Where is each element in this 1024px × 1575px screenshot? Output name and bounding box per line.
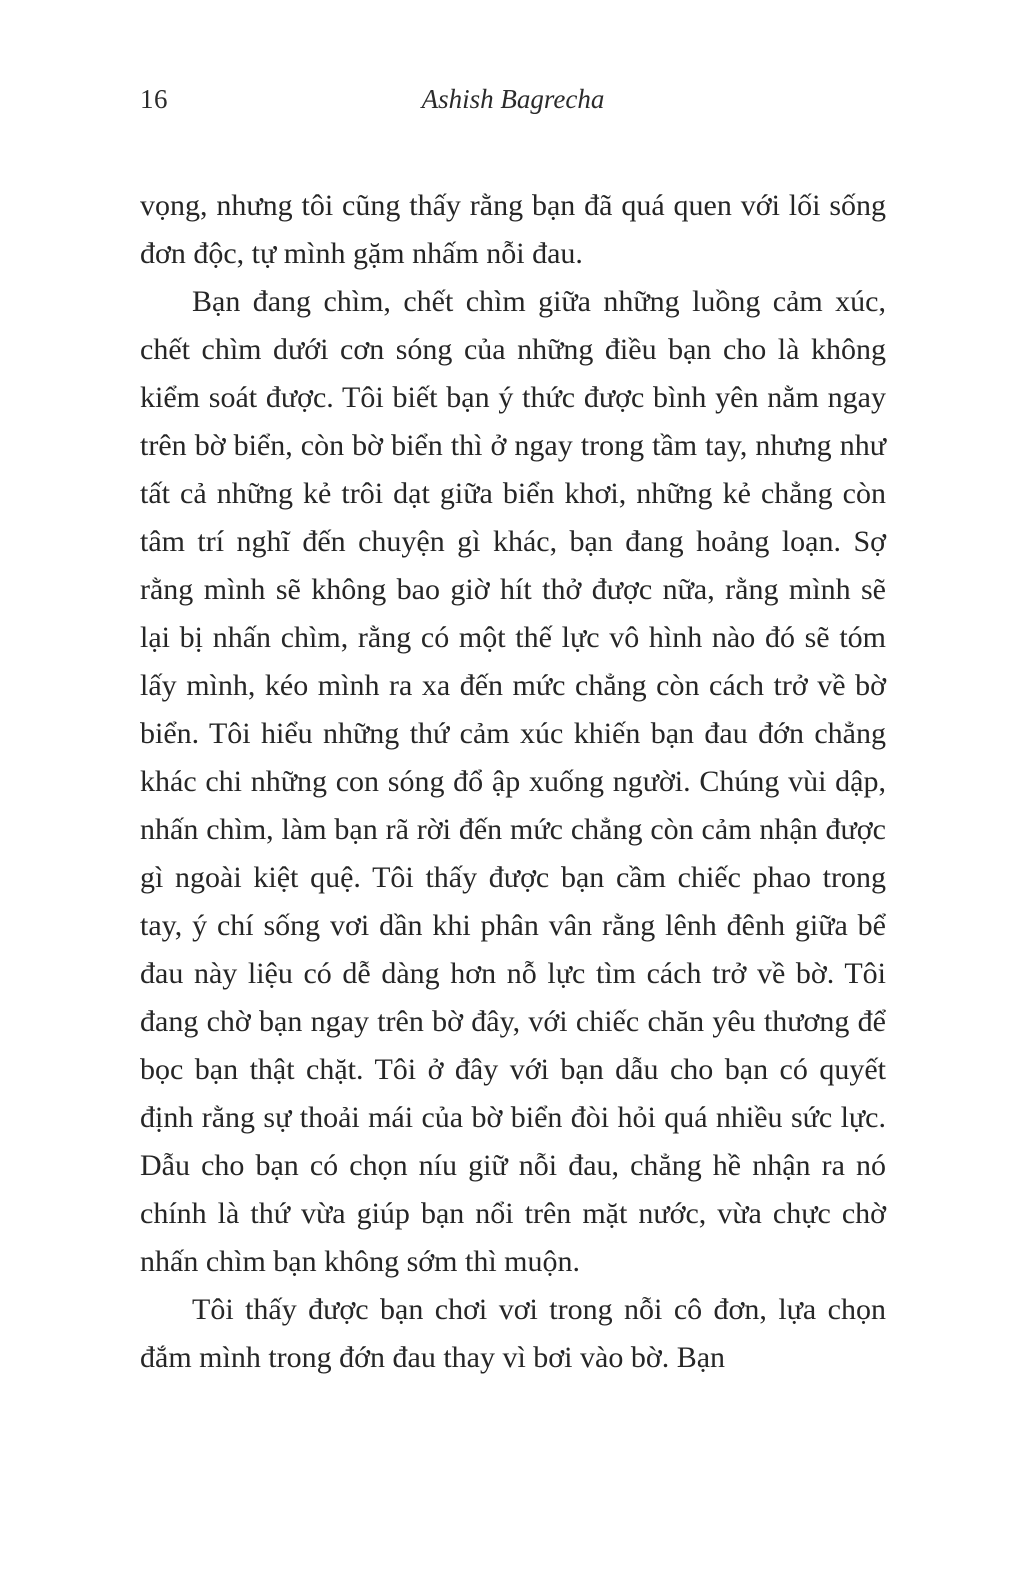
page-number: 16 <box>140 84 168 114</box>
paragraph: vọng, nhưng tôi cũng thấy rằng bạn đã quá quen với lối sống đơn độc, tự mình gặm nhấm nỗi đau. <box>140 189 886 270</box>
paragraph: Bạn đang chìm, chết chìm giữa những luồng cảm xúc, chết chìm dưới cơn sóng của những điều bạn cho là không kiểm soát được. Tôi biết bạn ý thức được bình yên nằm ngay trên bờ biển, còn bờ biển thì ở ngay trong tầm tay, nhưng như tất cả những kẻ trôi dạt giữa biển khơi, những kẻ chẳng còn tâm trí nghĩ đến chuyện gì khác, bạn đang hoảng loạn. Sợ rằng mình sẽ không bao giờ hít thở được nữa, rằng mình sẽ lại bị nhấn chìm, rằng có một thế lực vô hình nào đó sẽ tóm lấy mình, kéo mình ra xa đến mức chẳng còn cách trở về bờ biển. Tôi hiểu những thứ cảm xúc khiến bạn đau đớn chẳng khác chi những con sóng đổ ập xuống người. Chúng vùi dập, nhấn chìm, làm bạn rã rời đến mức chẳng còn cảm nhận được gì ngoài kiệt quệ. Tôi thấy được bạn cầm chiếc phao trong tay, ý chí sống vơi dần khi phân vân rằng lênh đênh giữa bể đau này liệu có dễ dàng hơn nỗ lực tìm cách trở về bờ. Tôi đang chờ bạn ngay trên bờ đây, với chiếc chăn yêu thương để bọc bạn thật chặt. Tôi ở đây với bạn dẫu cho bạn có quyết định rằng sự thoải mái của bờ biển đòi hỏi quá nhiều sức lực. Dẫu cho bạn có chọn níu giữ nỗi đau, chẳng hề nhận ra nó chính là thứ vừa giúp bạn nổi trên mặt nước, vừa chực chờ nhấn chìm bạn không sớm thì muộn. <box>140 285 886 1278</box>
running-header <box>140 84 886 124</box>
page-body-text <box>140 182 886 1382</box>
running-header-author: Ashish Bagrecha <box>421 84 605 114</box>
paragraph: Tôi thấy được bạn chơi vơi trong nỗi cô đơn, lựa chọn đắm mình trong đớn đau thay vì bơi vào bờ. Bạn <box>140 1293 886 1374</box>
